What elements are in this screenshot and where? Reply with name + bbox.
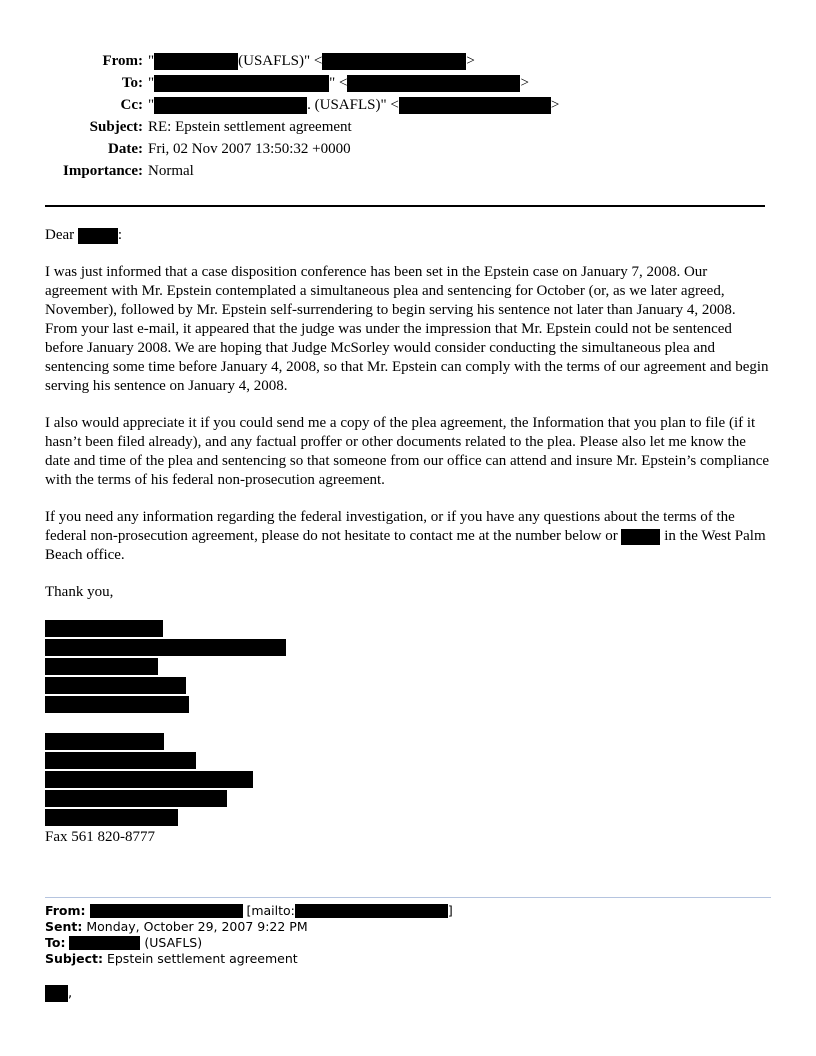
orig-subject-value: Epstein settlement agreement	[103, 951, 298, 966]
redaction	[154, 97, 307, 114]
redaction	[154, 75, 329, 92]
to-label: To:	[121, 74, 143, 91]
redaction	[347, 75, 520, 92]
orig-from-row	[45, 903, 770, 919]
redaction	[322, 53, 466, 70]
orig-subject-label: Subject:	[45, 951, 103, 966]
cc-end: >	[550, 96, 560, 113]
original-message-header	[45, 903, 770, 967]
to-value	[148, 75, 529, 92]
redaction	[154, 53, 238, 70]
subject-row	[0, 116, 816, 138]
redaction	[45, 752, 196, 769]
fax-number: Fax 561 820-8777	[45, 829, 155, 845]
redaction	[69, 936, 140, 950]
date-row	[0, 138, 816, 160]
orig-subject-row	[45, 951, 770, 967]
redaction	[45, 677, 186, 694]
paragraph-2: I also would appreciate it if you could send me a copy of the plea agreement, the Information that you plan to file (if it hasn’t been filed already), and any factual proffer or other documents related to the plea. Please also let me know the date and time of the plea and sentencing so that someone from our office can attend and insure Mr. Epstein’s compliance with the terms of his federal non-prosecution agreement.	[45, 415, 770, 488]
from-row	[0, 50, 816, 72]
to-row	[0, 72, 816, 94]
original-greeting-comma: ,	[68, 986, 73, 1001]
cc-quote: "	[148, 96, 155, 113]
signature-block	[45, 620, 770, 847]
header-divider	[45, 205, 765, 207]
closing: Thank you,	[45, 584, 114, 600]
salutation	[45, 226, 770, 245]
cc-value	[148, 97, 559, 114]
redaction	[45, 985, 68, 1002]
redaction	[45, 620, 163, 637]
orig-sent-value: Monday, October 29, 2007 9:22 PM	[82, 919, 308, 934]
importance-value: Normal	[148, 162, 194, 179]
paragraph-3-start: If you need any information regarding the federal investigation, or if you have any questions about the terms of the federal non-prosecution agreement, please do not hesitate to contact me at the number below or	[45, 509, 735, 544]
redaction	[399, 97, 551, 114]
orig-to-label: To:	[45, 935, 66, 950]
redaction	[45, 639, 286, 656]
subject-label: Subject:	[89, 118, 143, 135]
from-value	[148, 53, 475, 70]
to-end: >	[520, 74, 529, 91]
paragraph-3-end: in the West Palm Beach office.	[45, 528, 766, 563]
original-message-divider	[45, 897, 771, 898]
redaction	[78, 228, 118, 244]
cc-org: . (USAFLS)" <	[307, 96, 399, 113]
redaction	[45, 733, 164, 750]
orig-sent-row	[45, 919, 770, 935]
orig-from-end: ]	[447, 903, 453, 918]
redaction	[621, 529, 660, 545]
orig-to-row	[45, 935, 770, 951]
cc-label: Cc:	[120, 96, 143, 113]
orig-sent-label: Sent:	[45, 919, 83, 934]
from-org: (USAFLS)" <	[238, 52, 323, 69]
email-body	[45, 226, 770, 847]
paragraph-1: I was just informed that a case disposition conference has been set in the Epstein case on January 7, 2008. Our agreement with Mr. Epstein contemplated a simultaneous plea and sentencing for October (or, as we later agreed, November), followed by Mr. Epstein self-surrendering to begin serving his sentence not later than January 4, 2008. From your last e-mail, it appeared that the judge was under the impression that Mr. Epstein could not be sentenced before January 2008. We are hoping that Judge McSorley would consider conducting the simultaneous plea and sentencing some time before January 4, 2008, so that Mr. Epstein can comply with the terms of our agreement and begin serving his sentence on January 4, 2008.	[45, 264, 769, 394]
date-label: Date:	[108, 140, 143, 157]
to-mid: " <	[329, 74, 348, 91]
redaction	[45, 790, 227, 807]
from-quote: "	[148, 52, 155, 69]
from-end: >	[466, 52, 475, 69]
orig-from-label: From:	[45, 903, 86, 918]
email-header	[0, 50, 816, 182]
cc-row	[0, 94, 816, 116]
redaction	[45, 809, 178, 826]
redaction	[45, 771, 253, 788]
dear-colon: :	[117, 227, 123, 243]
dear-text: Dear	[45, 227, 75, 243]
date-value: Fri, 02 Nov 2007 13:50:32 +0000	[148, 140, 351, 157]
orig-mailto: [mailto:	[242, 903, 295, 918]
redaction	[45, 658, 158, 675]
redaction	[295, 904, 448, 918]
redaction	[45, 696, 189, 713]
redaction	[90, 904, 243, 918]
to-quote: "	[148, 74, 155, 91]
orig-to-value: (USAFLS)	[140, 935, 203, 950]
paragraph-3	[45, 508, 770, 565]
importance-row	[0, 160, 816, 182]
importance-label: Importance:	[63, 162, 143, 179]
original-greeting	[45, 985, 72, 1002]
from-label: From:	[102, 52, 143, 69]
subject-value: RE: Epstein settlement agreement	[148, 118, 352, 135]
